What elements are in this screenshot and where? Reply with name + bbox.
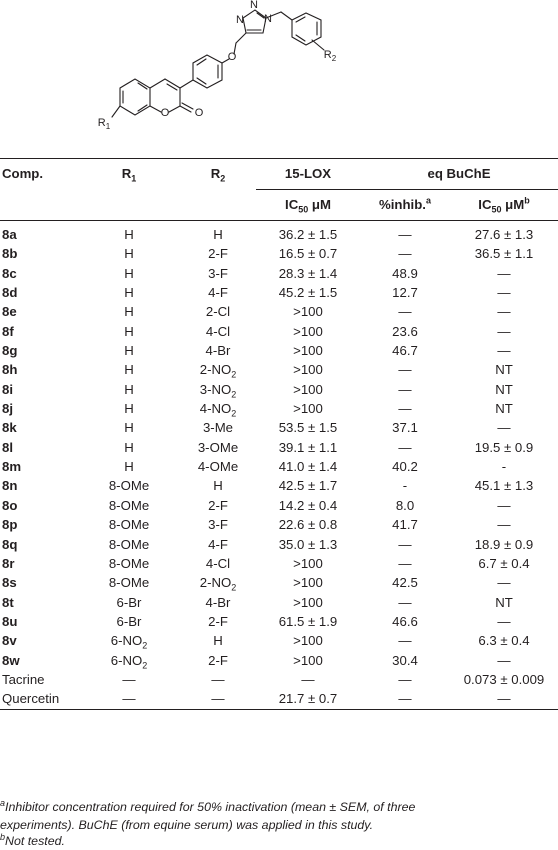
cell-compound: 8d <box>2 285 18 301</box>
header-r1: $R_1$ <box>121 166 137 184</box>
atom-o-label: O <box>227 51 237 63</box>
cell-buche-ic50: 6.3 ± 0.4 <box>478 633 530 649</box>
cell-r2: 2-F <box>208 652 228 668</box>
cell-lox-ic50: 14.2 ± 0.4 <box>278 497 338 513</box>
cell-buche-ic50: — <box>497 265 511 281</box>
header-15-lox: 15-LOX <box>256 159 360 190</box>
cell-lox-ic50: >100 <box>293 652 323 668</box>
cell-buche-ic50: NT <box>495 381 513 397</box>
cell-inhib: 12.7 <box>392 285 418 301</box>
cell-r1: H <box>124 401 134 417</box>
cell-inhib: — <box>398 536 412 552</box>
cell-compound: 8o <box>2 497 18 513</box>
table-row <box>0 651 558 670</box>
table-row <box>0 612 558 631</box>
cell-r1: H <box>124 362 134 378</box>
cell-inhib: — <box>398 439 412 455</box>
cell-buche-ic50: - <box>501 459 507 475</box>
cell-inhib: - <box>402 478 408 494</box>
cell-buche-ic50: 19.5 ± 0.9 <box>474 439 534 455</box>
cell-lox-ic50: — <box>301 671 315 687</box>
cell-lox-ic50: >100 <box>293 381 323 397</box>
table-row <box>0 631 558 650</box>
cell-r1: 6-Br <box>116 594 142 610</box>
cell-inhib: 8.0 <box>395 497 415 513</box>
cell-lox-ic50: >100 <box>293 343 323 359</box>
cell-lox-ic50: 16.5 ± 0.7 <box>278 246 338 262</box>
table-row <box>0 593 558 612</box>
table-row <box>0 322 558 341</box>
footnote-b: $^b$Not tested. <box>0 831 65 848</box>
cell-compound: 8k <box>2 420 17 436</box>
cell-buche-ic50: — <box>497 285 511 301</box>
cell-inhib: — <box>398 246 412 262</box>
cell-r2: 4-OMe <box>197 459 239 475</box>
cell-r2: 4-Br <box>205 343 231 359</box>
cell-r2: 2-F <box>208 497 228 513</box>
table-row <box>0 670 558 689</box>
cell-inhib: — <box>398 555 412 571</box>
cell-buche-ic50: — <box>497 420 511 436</box>
cell-compound: 8u <box>2 613 18 629</box>
table-row <box>0 457 558 476</box>
chemical-structure <box>0 0 558 160</box>
cell-lox-ic50: 42.5 ± 1.7 <box>278 478 338 494</box>
cell-lox-ic50: 36.2 ± 1.5 <box>278 227 338 242</box>
cell-r1: 8-OMe <box>108 517 150 533</box>
cell-compound: Quercetin <box>0 689 78 709</box>
table-row <box>0 399 558 418</box>
cell-compound: 8f <box>2 323 14 339</box>
cell-compound: 8j <box>2 401 13 417</box>
header-ic50-buche: $IC_{50}$ $\mu M^b$ <box>450 190 558 221</box>
cell-compound: 8p <box>2 517 18 533</box>
cell-buche-ic50: — <box>497 575 511 591</box>
cell-r2: 4-Br <box>205 594 231 610</box>
table-row <box>0 496 558 515</box>
atom-o-label: O <box>194 107 204 119</box>
table-row <box>0 515 558 534</box>
cell-inhib: 41.7 <box>392 517 418 533</box>
cell-buche-ic50: — <box>497 613 511 629</box>
cell-r2: 2-F <box>208 246 228 262</box>
header-comp: Comp. <box>2 166 44 182</box>
cell-r1: $6-NO_2$ <box>110 633 148 651</box>
cell-r2: 4-F <box>208 285 228 301</box>
cell-compound: Tacrine <box>2 671 45 687</box>
table-row <box>0 341 558 360</box>
cell-inhib: 37.1 <box>392 420 418 436</box>
footnote-a: $^a$Inhibitor concentration required for 50% inactivation (mean ± SEM, of three experiments). BuChE (from equine serum) was applied in this study. <box>0 797 416 832</box>
cell-lox-ic50: 35.0 ± 1.3 <box>278 536 338 552</box>
header-inhib: %inhib.$^a$ <box>360 190 450 221</box>
cell-inhib: — <box>360 689 450 709</box>
cell-buche-ic50: — <box>497 343 511 359</box>
cell-r2: — <box>180 689 256 709</box>
cell-buche-ic50: 27.6 ± 1.3 <box>474 227 534 242</box>
cell-inhib: — <box>398 633 412 649</box>
cell-lox-ic50: 61.5 ± 1.9 <box>278 613 338 629</box>
cell-inhib: — <box>398 401 412 417</box>
cell-inhib: — <box>398 362 412 378</box>
cell-buche-ic50: 18.9 ± 0.9 <box>474 536 534 552</box>
header-ic50: $IC_{50}$ μM <box>256 190 360 221</box>
cell-compound: 8l <box>2 439 13 455</box>
cell-lox-ic50: >100 <box>293 633 323 649</box>
cell-compound: 8b <box>2 246 18 262</box>
cell-r1: 8-OMe <box>108 575 150 591</box>
cell-r2: $4-NO_2$ <box>199 401 237 419</box>
cell-inhib: — <box>398 227 412 242</box>
cell-buche-ic50: 45.1 ± 1.3 <box>474 478 534 494</box>
cell-lox-ic50: 45.2 ± 1.5 <box>278 285 338 301</box>
cell-compound: 8m <box>2 459 22 475</box>
cell-compound: 8s <box>2 575 17 591</box>
cell-inhib: 46.6 <box>392 613 418 629</box>
cell-buche-ic50: NT <box>495 594 513 610</box>
cell-buche-ic50: — <box>497 517 511 533</box>
cell-compound: 8t <box>2 594 14 610</box>
cell-r2: 3-F <box>208 265 228 281</box>
cell-compound: 8q <box>2 536 18 552</box>
cell-r1: H <box>124 323 134 339</box>
cell-r2: $2-NO_2$ <box>199 575 237 593</box>
cell-buche-ic50: 6.7 ± 0.4 <box>478 555 530 571</box>
atom-n-label: N <box>264 13 272 25</box>
cell-r1: 8-OMe <box>108 536 150 552</box>
cell-buche-ic50: — <box>497 304 511 320</box>
cell-lox-ic50: >100 <box>293 401 323 417</box>
cell-r1: H <box>124 246 134 262</box>
cell-r1: — <box>78 689 180 709</box>
cell-r1: H <box>124 420 134 436</box>
cell-inhib: — <box>398 671 412 687</box>
cell-r1: H <box>124 439 134 455</box>
table-row <box>0 554 558 573</box>
cell-lox-ic50: >100 <box>293 362 323 378</box>
table-row <box>0 438 558 457</box>
cell-inhib: — <box>398 304 412 320</box>
atom-o-label: O <box>160 107 170 119</box>
cell-inhib: — <box>398 381 412 397</box>
cell-compound: 8g <box>2 343 18 359</box>
cell-r2: H <box>213 478 223 494</box>
cell-r1: H <box>124 381 134 397</box>
table-row <box>0 689 558 709</box>
cell-buche-ic50: — <box>497 323 511 339</box>
cell-lox-ic50: 21.7 ± 0.7 <box>256 689 360 709</box>
cell-buche-ic50: — <box>450 689 558 709</box>
cell-r2: H <box>213 633 223 649</box>
cell-r1: H <box>124 459 134 475</box>
cell-inhib: 46.7 <box>392 343 418 359</box>
cell-compound: 8c <box>2 265 17 281</box>
cell-lox-ic50: >100 <box>293 304 323 320</box>
header-r2: $R_2$ <box>210 166 226 184</box>
cell-inhib: 23.6 <box>392 323 418 339</box>
cell-r2: 3-F <box>208 517 228 533</box>
cell-r1: H <box>124 265 134 281</box>
cell-r1: 8-OMe <box>108 497 150 513</box>
table-row <box>0 535 558 554</box>
cell-buche-ic50: — <box>497 652 511 668</box>
cell-r1: 8-OMe <box>108 478 150 494</box>
table-row <box>0 476 558 495</box>
cell-compound: 8e <box>2 304 17 320</box>
table-row <box>0 360 558 379</box>
cell-lox-ic50: >100 <box>293 594 323 610</box>
cell-lox-ic50: 28.3 ± 1.4 <box>278 265 338 281</box>
cell-compound: 8v <box>2 633 17 649</box>
cell-r1: H <box>124 304 134 320</box>
cell-lox-ic50: 22.6 ± 0.8 <box>278 517 338 533</box>
cell-r1: H <box>124 285 134 301</box>
cell-r2: 3-Me <box>202 420 234 436</box>
atom-n-label: N <box>250 0 258 11</box>
table-row <box>0 283 558 302</box>
table-row <box>0 264 558 283</box>
cell-r1: H <box>124 227 134 242</box>
cell-compound: 8i <box>2 381 13 397</box>
cell-buche-ic50: 36.5 ± 1.1 <box>474 246 534 262</box>
cell-buche-ic50: — <box>497 497 511 513</box>
cell-lox-ic50: 39.1 ± 1.1 <box>278 439 338 455</box>
cell-r2: 2-F <box>208 613 228 629</box>
cell-r1: H <box>124 343 134 359</box>
cell-buche-ic50: 0.073 ± 0.009 <box>463 671 545 687</box>
cell-compound: 8w <box>2 652 20 668</box>
table-row <box>0 244 558 263</box>
cell-buche-ic50: NT <box>495 362 513 378</box>
cell-inhib: 30.4 <box>392 652 418 668</box>
cell-compound: 8r <box>2 555 15 571</box>
cell-lox-ic50: >100 <box>293 575 323 591</box>
r1-label: $R_1$ <box>97 117 111 131</box>
cell-lox-ic50: 41.0 ± 1.4 <box>278 459 338 475</box>
cell-lox-ic50: 53.5 ± 1.5 <box>278 420 338 436</box>
cell-r1: 6-Br <box>116 613 142 629</box>
table-row <box>0 380 558 399</box>
cell-lox-ic50: >100 <box>293 323 323 339</box>
cell-r2: 3-OMe <box>197 439 239 455</box>
table-row <box>0 221 558 245</box>
cell-r2: H <box>213 227 223 242</box>
cell-compound: 8n <box>2 478 18 494</box>
cell-r2: 4-Cl <box>205 555 231 571</box>
cell-compound: 8a <box>2 227 17 242</box>
cell-r2: 4-F <box>208 536 228 552</box>
table-row <box>0 573 558 592</box>
cell-r1: $6-NO_2$ <box>110 652 148 671</box>
cell-r2: $3-NO_2$ <box>199 381 237 400</box>
header-eq-buche: eq BuChE <box>360 159 558 190</box>
atom-n-label: N <box>236 14 244 26</box>
cell-inhib: 48.9 <box>392 265 418 281</box>
cell-r2: 4-Cl <box>205 323 231 339</box>
cell-inhib: 40.2 <box>392 459 418 475</box>
cell-r1: 8-OMe <box>108 555 150 571</box>
r2-label: $R_2$ <box>323 49 337 63</box>
cell-r2: $2-NO_2$ <box>199 362 237 381</box>
table-row <box>0 302 558 321</box>
cell-r2: — <box>211 671 225 687</box>
cell-compound: 8h <box>2 362 18 378</box>
cell-inhib: 42.5 <box>392 575 418 591</box>
cell-lox-ic50: >100 <box>293 555 323 571</box>
cell-inhib: — <box>398 594 412 610</box>
cell-buche-ic50: NT <box>495 401 513 417</box>
results-table <box>0 158 558 710</box>
cell-r1: — <box>122 671 136 687</box>
cell-r2: 2-Cl <box>205 304 231 320</box>
table-row <box>0 418 558 437</box>
